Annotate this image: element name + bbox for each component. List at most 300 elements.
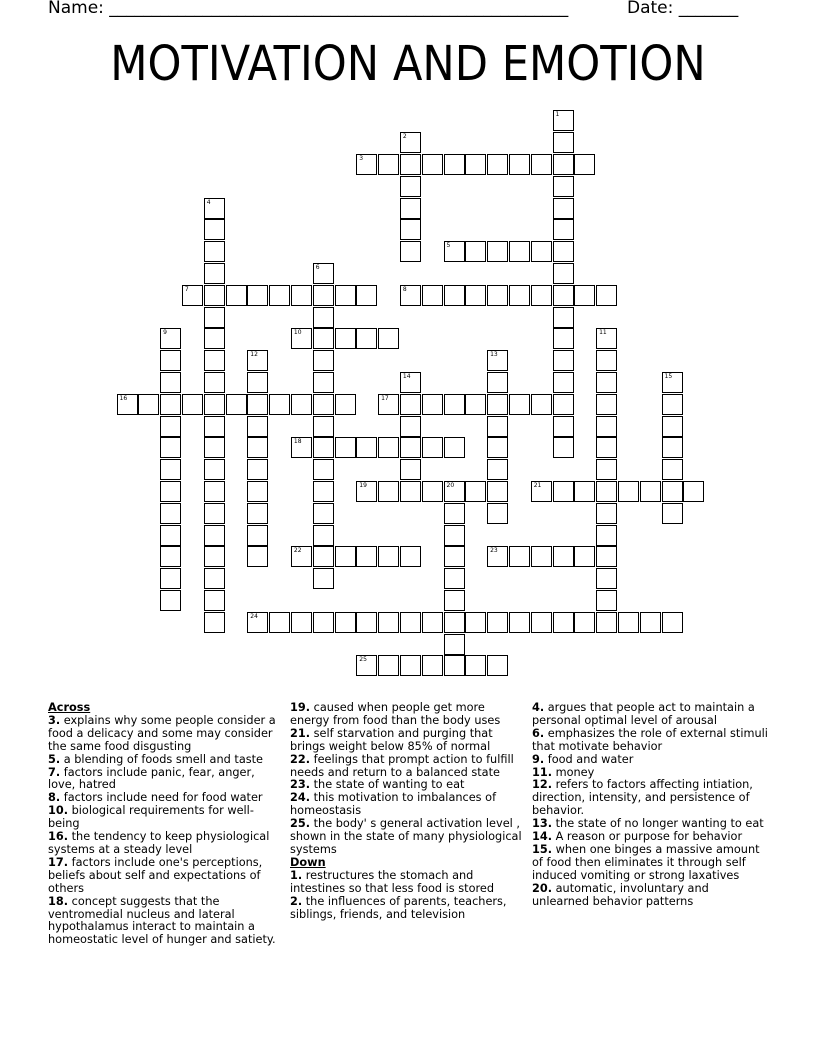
grid-cell[interactable] <box>444 634 465 655</box>
grid-cell[interactable] <box>662 481 683 502</box>
clue-number: 21 <box>533 481 542 489</box>
grid-cell[interactable] <box>596 568 617 589</box>
clue-num: 2. <box>290 894 303 908</box>
grid-cell[interactable] <box>204 285 225 306</box>
grid-cell[interactable] <box>356 655 377 676</box>
grid-cell[interactable] <box>247 546 268 567</box>
clue-c1-4: 10. biological requirements for well-being <box>48 804 254 831</box>
grid-cell[interactable] <box>444 546 465 567</box>
clue-num: 22. <box>290 752 311 766</box>
grid-cell[interactable] <box>574 154 595 175</box>
clue-number: 15 <box>664 372 673 380</box>
grid-cell[interactable] <box>618 612 639 633</box>
grid-cell[interactable] <box>247 459 268 480</box>
grid-cell[interactable] <box>531 481 552 502</box>
clue-number: 12 <box>250 351 258 359</box>
grid-cell[interactable] <box>313 612 334 633</box>
clue-number: 3 <box>359 154 364 162</box>
clue-c1-6: 17. factors include one's perceptions, beliefs about self and expectations of others <box>48 855 263 895</box>
clue-num: 8. <box>48 791 61 805</box>
grid-cell[interactable] <box>313 481 334 502</box>
grid-cell[interactable] <box>247 481 268 502</box>
grid-cell[interactable] <box>465 612 486 633</box>
grid-cell[interactable] <box>247 285 268 306</box>
grid-cell[interactable] <box>204 198 225 219</box>
grid-cell[interactable] <box>400 394 421 415</box>
grid-cell[interactable] <box>160 328 181 349</box>
grid-cell[interactable] <box>553 154 574 175</box>
grid-cell[interactable] <box>204 525 225 546</box>
grid-cell[interactable] <box>640 481 661 502</box>
grid-cell[interactable] <box>662 394 683 415</box>
grid-cell[interactable] <box>204 241 225 262</box>
grid-cell[interactable] <box>444 394 465 415</box>
clue-num: 11. <box>532 765 553 779</box>
grid-cell[interactable] <box>422 655 443 676</box>
clue-number: 24 <box>250 612 258 620</box>
grid-cell[interactable] <box>356 328 377 349</box>
grid-cell[interactable] <box>400 132 421 153</box>
grid-cell[interactable] <box>618 481 639 502</box>
grid-cell[interactable] <box>509 241 530 262</box>
grid-cell[interactable] <box>400 219 421 240</box>
grid-cell[interactable] <box>356 437 377 458</box>
clue-num: 24. <box>290 791 311 805</box>
grid-cell[interactable] <box>204 328 225 349</box>
grid-cell[interactable] <box>596 612 617 633</box>
grid-cell[interactable] <box>596 372 617 393</box>
date-field-label: Date: _______ <box>627 0 739 18</box>
grid-cell[interactable] <box>531 394 552 415</box>
grid-cell[interactable] <box>596 525 617 546</box>
grid-cell[interactable] <box>553 372 574 393</box>
grid-cell[interactable] <box>117 394 138 415</box>
grid-cell[interactable] <box>487 612 508 633</box>
grid-cell[interactable] <box>509 394 530 415</box>
grid-cell[interactable] <box>335 437 356 458</box>
grid-cell[interactable] <box>378 655 399 676</box>
clue-num: 25. <box>290 817 311 831</box>
clue-num: 23. <box>290 778 311 792</box>
grid-cell[interactable] <box>487 459 508 480</box>
grid-cell[interactable] <box>313 568 334 589</box>
grid-cell[interactable] <box>226 285 247 306</box>
grid-cell[interactable] <box>247 350 268 371</box>
clue-number: 9 <box>163 329 167 337</box>
grid-cell[interactable] <box>465 394 486 415</box>
grid-cell[interactable] <box>683 481 704 502</box>
grid-cell[interactable] <box>204 263 225 284</box>
grid-cell[interactable] <box>204 219 225 240</box>
grid-cell[interactable] <box>247 503 268 524</box>
clue-num: 6. <box>532 726 545 740</box>
clue-c1-7: 18. concept suggests that the ventromedial nucleus and lateral hypothalamus interact to maintain a homeostatic level of hunger and satiety. <box>48 894 276 947</box>
grid-cell[interactable] <box>553 110 574 131</box>
grid-cell[interactable] <box>465 655 486 676</box>
clue-number: 25 <box>359 656 367 664</box>
grid-cell[interactable] <box>313 525 334 546</box>
grid-cell[interactable] <box>553 241 574 262</box>
clue-c3-0: 4. argues that people act to maintain a personal optimal level of arousal <box>532 701 755 727</box>
clue-number: 10 <box>293 329 302 337</box>
clue-number: 19 <box>359 481 367 489</box>
grid-cell[interactable] <box>531 241 552 262</box>
grid-cell[interactable] <box>553 437 574 458</box>
grid-cell[interactable] <box>313 416 334 437</box>
clue-number: 18 <box>293 438 302 446</box>
clue-c3-1: 6. emphasizes the role of external stimuli that motivate behavior <box>532 726 768 753</box>
grid-cell[interactable] <box>553 350 574 371</box>
grid-cell[interactable] <box>596 481 617 502</box>
grid-cell[interactable] <box>291 612 312 633</box>
grid-cell[interactable] <box>553 198 574 219</box>
grid-cell[interactable] <box>444 568 465 589</box>
grid-cell[interactable] <box>247 416 268 437</box>
clue-number: 6 <box>315 263 320 271</box>
grid-cell[interactable] <box>596 350 617 371</box>
grid-cell[interactable] <box>400 285 421 306</box>
clue-c3-6: 14. A reason or purpose for behavior <box>532 830 743 844</box>
grid-cell[interactable] <box>160 546 181 567</box>
grid-cell[interactable] <box>204 590 225 611</box>
grid-cell[interactable] <box>553 546 574 567</box>
grid-cell[interactable] <box>487 394 508 415</box>
grid-cell[interactable] <box>356 546 377 567</box>
grid-cell[interactable] <box>313 394 334 415</box>
grid-cell[interactable] <box>182 285 203 306</box>
clue-number: 4 <box>206 198 211 206</box>
grid-cell[interactable] <box>313 263 334 284</box>
grid-cell[interactable] <box>553 481 574 502</box>
clue-number: 5 <box>446 242 451 250</box>
clue-num: 4. <box>532 701 545 714</box>
clue-num: 5. <box>48 752 61 766</box>
grid-cell[interactable] <box>465 481 486 502</box>
grid-cell[interactable] <box>596 590 617 611</box>
clue-c3-5: 13. the state of no longer wanting to eat <box>532 817 764 831</box>
grid-cell[interactable] <box>487 503 508 524</box>
grid-cell[interactable] <box>400 546 421 567</box>
clues-column-3 <box>532 702 768 909</box>
grid-cell[interactable] <box>553 132 574 153</box>
clue-num: 20. <box>532 881 553 895</box>
grid-cell[interactable] <box>662 503 683 524</box>
grid-cell[interactable] <box>662 416 683 437</box>
clues-column-2 <box>290 702 526 921</box>
grid-cell[interactable] <box>574 612 595 633</box>
clue-c1-5: 16. the tendency to keep physiological systems at a steady level <box>48 830 270 856</box>
clue-c2a-3: 23. the state of wanting to eat <box>290 778 465 792</box>
grid-cell[interactable] <box>553 176 574 197</box>
grid-cell[interactable] <box>531 546 552 567</box>
grid-cell[interactable] <box>509 285 530 306</box>
grid-cell[interactable] <box>422 394 443 415</box>
grid-cell[interactable] <box>378 437 399 458</box>
clue-c2a-5: 25. the body' s general activation level , shown in the state of many physiological systems <box>290 817 522 856</box>
clue-number: 1 <box>555 111 560 119</box>
clue-num: 13. <box>532 817 553 831</box>
grid-cell[interactable] <box>400 416 421 437</box>
grid-cell[interactable] <box>400 612 421 633</box>
grid-cell[interactable] <box>378 612 399 633</box>
grid-cell[interactable] <box>204 612 225 633</box>
grid-cell[interactable] <box>487 350 508 371</box>
grid-cell[interactable] <box>444 481 465 502</box>
grid-cell[interactable] <box>422 285 443 306</box>
clue-num: 21. <box>290 726 311 740</box>
clue-num: 15. <box>532 842 553 856</box>
clue-c3-8: 20. automatic, involuntary and unlearned behavior patterns <box>532 881 709 908</box>
grid-cell[interactable] <box>313 503 334 524</box>
grid-cell[interactable] <box>596 546 617 567</box>
grid-cell[interactable] <box>247 437 268 458</box>
grid-cell[interactable] <box>596 416 617 437</box>
grid-cell[interactable] <box>313 459 334 480</box>
clue-c1-3: 8. factors include need for food water <box>48 791 263 805</box>
clue-number: 20 <box>446 481 455 489</box>
grid-cell[interactable] <box>291 328 312 349</box>
grid-cell[interactable] <box>465 154 486 175</box>
grid-cell[interactable] <box>400 198 421 219</box>
grid-cell[interactable] <box>291 394 312 415</box>
grid-cell[interactable] <box>313 285 334 306</box>
grid-cell[interactable] <box>553 263 574 284</box>
grid-cell[interactable] <box>335 612 356 633</box>
grid-cell[interactable] <box>313 372 334 393</box>
grid-cell[interactable] <box>204 416 225 437</box>
grid-cell[interactable] <box>487 655 508 676</box>
grid-cell[interactable] <box>662 372 683 393</box>
clue-num: 3. <box>48 713 61 727</box>
grid-cell[interactable] <box>335 394 356 415</box>
grid-cell[interactable] <box>444 655 465 676</box>
grid-cell[interactable] <box>313 437 334 458</box>
grid-cell[interactable] <box>182 394 203 415</box>
grid-cell[interactable] <box>247 612 268 633</box>
grid-cell[interactable] <box>487 154 508 175</box>
grid-cell[interactable] <box>553 285 574 306</box>
grid-cell[interactable] <box>574 285 595 306</box>
grid-cell[interactable] <box>509 154 530 175</box>
clue-num: 9. <box>532 752 545 766</box>
grid-cell[interactable] <box>596 285 617 306</box>
grid-cell[interactable] <box>204 394 225 415</box>
grid-cell[interactable] <box>640 612 661 633</box>
grid-cell[interactable] <box>204 568 225 589</box>
grid-cell[interactable] <box>400 241 421 262</box>
clue-c3-2: 9. food and water <box>532 752 634 766</box>
grid-cell[interactable] <box>444 590 465 611</box>
grid-cell[interactable] <box>247 394 268 415</box>
grid-cell[interactable] <box>553 612 574 633</box>
grid-cell[interactable] <box>487 241 508 262</box>
grid-cell[interactable] <box>356 285 377 306</box>
clue-c1-2: 7. factors include panic, fear, anger, love, hatred <box>48 765 255 792</box>
grid-cell[interactable] <box>204 481 225 502</box>
clue-c1-0: 3. explains why some people consider a food a delicacy and some may consider the same food disgusting <box>48 713 276 753</box>
grid-cell[interactable] <box>400 372 421 393</box>
grid-cell[interactable] <box>400 176 421 197</box>
clue-number: 13 <box>490 351 498 359</box>
clue-c1-1: 5. a blending of foods smell and taste <box>48 752 264 766</box>
grid-cell[interactable] <box>487 546 508 567</box>
grid-cell[interactable] <box>596 394 617 415</box>
grid-cell[interactable] <box>378 154 399 175</box>
clue-c3-7: 15. when one binges a massive amount of food then eliminates it through self induced vomiting or strong laxatives <box>532 842 760 882</box>
grid-cell[interactable] <box>313 350 334 371</box>
grid-cell[interactable] <box>204 307 225 328</box>
grid-cell[interactable] <box>465 241 486 262</box>
grid-cell[interactable] <box>313 328 334 349</box>
grid-cell[interactable] <box>160 503 181 524</box>
grid-cell[interactable] <box>444 437 465 458</box>
clue-number: 22 <box>293 547 302 555</box>
grid-cell[interactable] <box>422 154 443 175</box>
grid-cell[interactable] <box>444 154 465 175</box>
grid-cell[interactable] <box>422 481 443 502</box>
grid-cell[interactable] <box>596 328 617 349</box>
grid-cell[interactable] <box>487 416 508 437</box>
grid-cell[interactable] <box>574 481 595 502</box>
grid-cell[interactable] <box>465 285 486 306</box>
grid-cell[interactable] <box>291 437 312 458</box>
clue-num: 7. <box>48 765 61 779</box>
grid-cell[interactable] <box>291 285 312 306</box>
grid-cell[interactable] <box>335 285 356 306</box>
grid-cell[interactable] <box>378 481 399 502</box>
clue-number: 14 <box>402 372 411 380</box>
grid-cell[interactable] <box>574 546 595 567</box>
grid-cell[interactable] <box>444 503 465 524</box>
grid-cell[interactable] <box>444 241 465 262</box>
grid-cell[interactable] <box>160 394 181 415</box>
grid-cell[interactable] <box>487 437 508 458</box>
grid-cell[interactable] <box>204 350 225 371</box>
grid-cell[interactable] <box>662 459 683 480</box>
clue-num: 19. <box>290 701 311 714</box>
clue-num: 17. <box>48 855 69 869</box>
grid-cell[interactable] <box>531 612 552 633</box>
grid-cell[interactable] <box>313 307 334 328</box>
grid-cell[interactable] <box>160 481 181 502</box>
grid-cell[interactable] <box>160 437 181 458</box>
grid-cell[interactable] <box>335 546 356 567</box>
grid-cell[interactable] <box>204 437 225 458</box>
page-title: MOTIVATION AND EMOTION <box>110 36 706 92</box>
grid-cell[interactable] <box>378 328 399 349</box>
grid-cell[interactable] <box>247 372 268 393</box>
grid-cell[interactable] <box>444 612 465 633</box>
grid-cell[interactable] <box>378 546 399 567</box>
grid-cell[interactable] <box>400 481 421 502</box>
grid-cell[interactable] <box>226 394 247 415</box>
grid-cell[interactable] <box>204 372 225 393</box>
grid-cell[interactable] <box>553 307 574 328</box>
grid-cell[interactable] <box>269 285 290 306</box>
grid-cell[interactable] <box>269 394 290 415</box>
grid-cell[interactable] <box>553 328 574 349</box>
grid-cell[interactable] <box>247 525 268 546</box>
grid-cell[interactable] <box>531 285 552 306</box>
clue-num: 16. <box>48 830 69 844</box>
clue-number: 7 <box>184 285 189 293</box>
clue-number: 16 <box>119 394 128 402</box>
clue-c2a-2: 22. feelings that prompt action to fulfill needs and return to a balanced state <box>290 752 514 779</box>
clue-c2a-4: 24. this motivation to imbalances of homeostasis <box>290 791 497 818</box>
clue-num: 14. <box>532 830 553 844</box>
name-field-label: Name: ______________________________________________________ <box>48 0 569 18</box>
grid-cell[interactable] <box>204 503 225 524</box>
grid-cell[interactable] <box>531 154 552 175</box>
grid-cell[interactable] <box>400 154 421 175</box>
clue-number: 8 <box>402 285 407 293</box>
grid-cell[interactable] <box>269 612 290 633</box>
grid-cell[interactable] <box>138 394 159 415</box>
grid-cell[interactable] <box>400 459 421 480</box>
clue-number: 2 <box>402 133 407 141</box>
clue-c2a-1: 21. self starvation and purging that brings weight below 85% of normal <box>290 726 493 753</box>
grid-cell[interactable] <box>160 350 181 371</box>
grid-cell[interactable] <box>487 372 508 393</box>
grid-cell[interactable] <box>204 546 225 567</box>
grid-cell[interactable] <box>378 394 399 415</box>
grid-cell[interactable] <box>596 459 617 480</box>
grid-cell[interactable] <box>356 154 377 175</box>
grid-cell[interactable] <box>160 568 181 589</box>
grid-cell[interactable] <box>291 546 312 567</box>
grid-cell[interactable] <box>487 481 508 502</box>
grid-cell[interactable] <box>356 481 377 502</box>
grid-cell[interactable] <box>160 590 181 611</box>
clue-number: 23 <box>490 547 498 555</box>
grid-cell[interactable] <box>335 328 356 349</box>
grid-cell[interactable] <box>444 285 465 306</box>
grid-cell[interactable] <box>509 612 530 633</box>
grid-cell[interactable] <box>553 394 574 415</box>
grid-cell[interactable] <box>204 459 225 480</box>
grid-cell[interactable] <box>422 437 443 458</box>
grid-cell[interactable] <box>596 437 617 458</box>
grid-cell[interactable] <box>487 285 508 306</box>
clue-c3-3: 11. money <box>532 765 595 779</box>
grid-cell[interactable] <box>400 437 421 458</box>
grid-cell[interactable] <box>596 503 617 524</box>
grid-cell[interactable] <box>160 459 181 480</box>
grid-cell[interactable] <box>553 416 574 437</box>
clue-c3-4: 12. refers to factors affecting intiation, direction, intensity, and persistence of behavior. <box>532 778 753 818</box>
grid-cell[interactable] <box>160 372 181 393</box>
down-heading: Down <box>290 855 326 869</box>
grid-cell[interactable] <box>509 546 530 567</box>
grid-cell[interactable] <box>400 655 421 676</box>
clue-number: 11 <box>599 329 607 337</box>
clue-num: 18. <box>48 894 69 908</box>
clue-num: 1. <box>290 868 303 882</box>
grid-cell[interactable] <box>553 219 574 240</box>
grid-cell[interactable] <box>160 525 181 546</box>
grid-cell[interactable] <box>160 416 181 437</box>
clue-c2a-0: 19. caused when people get more energy from food than the body uses <box>290 701 501 727</box>
grid-cell[interactable] <box>356 612 377 633</box>
clue-num: 12. <box>532 778 553 792</box>
grid-cell[interactable] <box>422 612 443 633</box>
grid-cell[interactable] <box>444 525 465 546</box>
grid-cell[interactable] <box>662 437 683 458</box>
clue-c2d-0: 1. restructures the stomach and intestines so that less food is stored <box>290 868 495 895</box>
across-heading: Across <box>48 701 91 714</box>
grid-cell[interactable] <box>662 612 683 633</box>
grid-cell[interactable] <box>313 546 334 567</box>
